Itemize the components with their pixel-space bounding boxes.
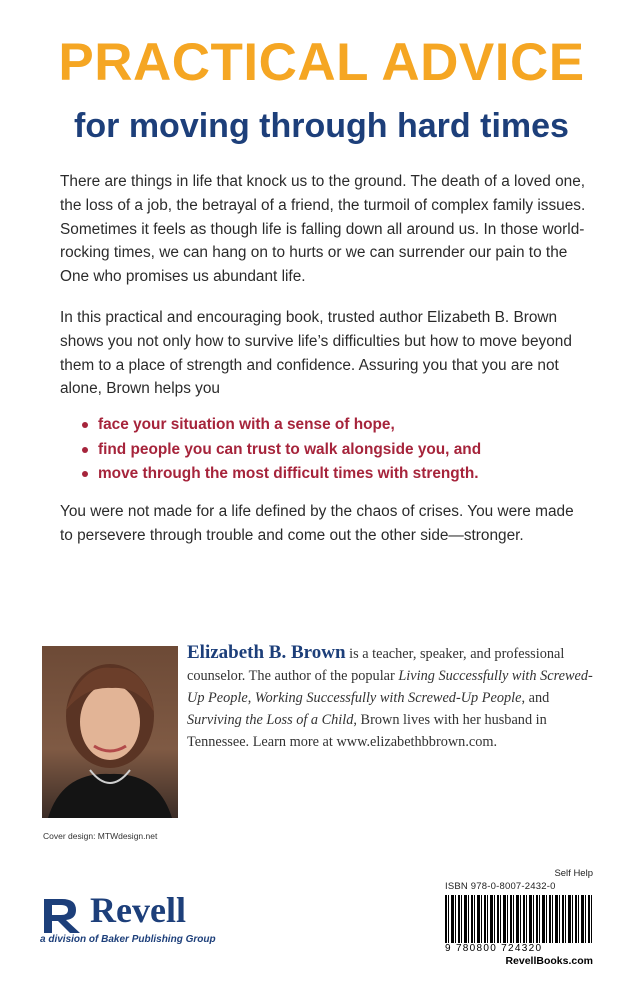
barcode-digits: 9 780800 724320 [445,943,543,954]
book-title: Surviving the Loss of a Child [187,712,354,728]
cover-design-credit: Cover design: MTWdesign.net [43,831,158,841]
author-photo [42,646,178,818]
revell-logo-icon [40,895,86,935]
publisher-name: Revell [90,890,186,930]
author-bio [187,642,607,753]
list-item: face your situation with a sense of hope, [82,413,481,438]
book-title: Working Successfully with Screwed-Up People [254,690,522,706]
bio-text: , Brown lives with her husband in Tennessee. Learn more at www.elizabethbbrown.com. [187,712,547,750]
publisher-website: RevellBooks.com [505,955,593,967]
category-label: Self Help [554,868,593,879]
barcode-icon [445,895,593,943]
subheadline: for moving through hard times [74,107,569,145]
bio-text: , [247,690,255,706]
author-name: Elizabeth B. Brown [187,642,346,663]
isbn: ISBN 978-0-8007-2432-0 [445,881,556,892]
book-description-paragraph: In this practical and encouraging book, trusted author Elizabeth B. Brown shows you not only how to survive life’s difficulties but how to move beyond them to a place of strength and confidence. Assuring you that you are not alone, Brown helps you [60,309,572,398]
list-item: find people you can trust to walk alongside you, and [82,438,481,463]
intro-paragraph: There are things in life that knock us to the ground. The death of a loved one, the loss of a job, the betrayal of a friend, the turmoil of complex family issues. Sometimes it feels as though life is falling down all around us. In those world-rocking times, we can hang on to hurts or we can surrender our pain to the One who promises us abundant life. [60,173,586,286]
publisher-division: a division of Baker Publishing Group [40,934,216,945]
bio-text: is a teacher, speaker, and professional counselor. The author of the popular [187,646,565,684]
publisher-logo [40,890,216,945]
closing-paragraph: You were not made for a life defined by the chaos of crises. You were made to persevere through trouble and come out the other side—stronger. [60,503,574,544]
book-title: Living Successfully with Screwed-Up People [187,668,593,706]
headline: PRACTICAL ADVICE [58,33,585,92]
bio-text: , and [521,690,550,706]
list-item: move through the most difficult times with strength. [82,462,481,487]
benefits-list [82,413,481,487]
author-portrait-illustration [42,646,178,818]
